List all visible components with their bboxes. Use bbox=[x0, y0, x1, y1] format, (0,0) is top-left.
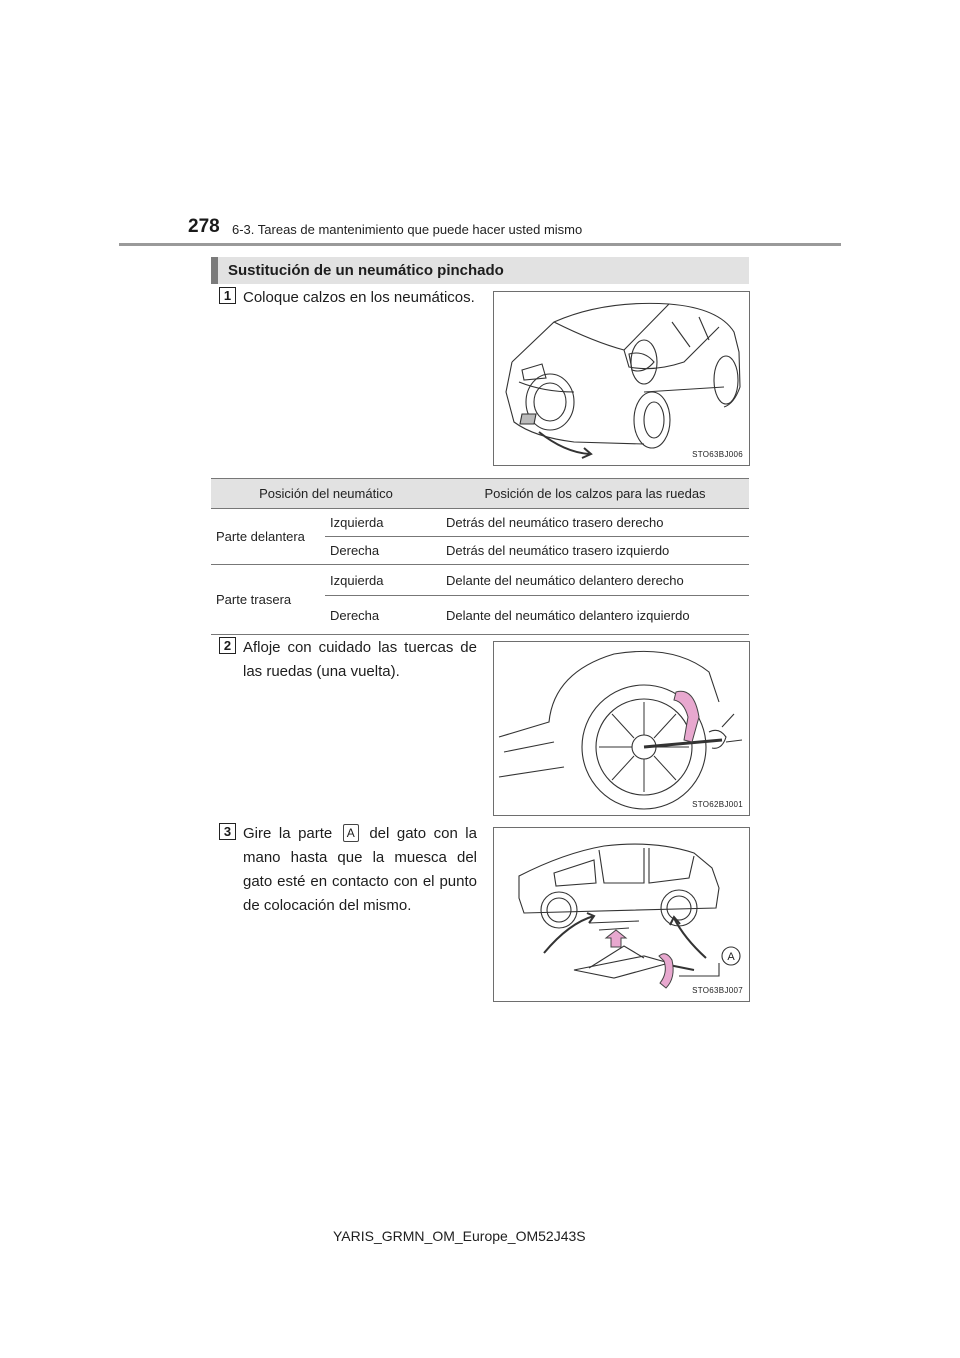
table-position-cell: Detrás del neumático trasero izquierdo bbox=[441, 537, 749, 565]
table-side-cell: Izquierda bbox=[325, 509, 441, 537]
table-header-cell: Posición del neumático bbox=[211, 479, 441, 509]
table-side-cell: Derecha bbox=[325, 537, 441, 565]
jack-illustration bbox=[494, 828, 749, 1001]
figure-wheel-chocks bbox=[493, 291, 750, 466]
figure-loosen-nuts bbox=[493, 641, 750, 816]
chock-position-table bbox=[211, 478, 749, 635]
table-header-cell: Posición de los calzos para las ruedas bbox=[441, 479, 749, 509]
step-3-text bbox=[243, 822, 477, 918]
header-rule bbox=[119, 243, 841, 246]
figure-label-a: A bbox=[727, 951, 735, 963]
section-heading bbox=[211, 257, 749, 284]
step-1-badge: 1 bbox=[219, 287, 236, 304]
table-header-row bbox=[211, 479, 749, 509]
step-2-badge: 2 bbox=[219, 637, 236, 654]
table-position-cell: Delante del neumático delantero derecho bbox=[441, 565, 749, 596]
figure-code: STO63BJ007 bbox=[692, 986, 743, 995]
section-heading-text: Sustitución de un neumático pinchado bbox=[228, 262, 504, 279]
table-row bbox=[211, 565, 749, 596]
figure-code: STO63BJ006 bbox=[692, 450, 743, 459]
label-a-callout: A bbox=[343, 824, 359, 842]
step-3-text-before: Gire la parte bbox=[243, 825, 333, 842]
table-group-cell: Parte delantera bbox=[211, 509, 325, 565]
step-2-text: Afloje con cuidado las tuercas de las ruedas (una vuelta). bbox=[243, 639, 477, 680]
wheel-wrench-illustration bbox=[494, 642, 749, 815]
section-path: 6-3. Tareas de mantenimiento que puede hacer usted mismo bbox=[232, 222, 583, 237]
figure-jack-position bbox=[493, 827, 750, 1002]
figure-code: STO62BJ001 bbox=[692, 800, 743, 809]
page-number: 278 bbox=[188, 216, 220, 237]
step-1-text: Coloque calzos en los neumáticos. bbox=[243, 289, 475, 306]
table-side-cell: Izquierda bbox=[325, 565, 441, 596]
step-3-text-after: del gato con la mano hasta que la muesca del gato esté en contacto con el punto de colocación del mismo. bbox=[243, 825, 477, 914]
table-group-cell: Parte trasera bbox=[211, 565, 325, 635]
car-chock-illustration bbox=[494, 292, 749, 465]
step-3-badge: 3 bbox=[219, 823, 236, 840]
table-row bbox=[211, 509, 749, 537]
table-position-cell: Detrás del neumático trasero derecho bbox=[441, 509, 749, 537]
table-side-cell: Derecha bbox=[325, 596, 441, 635]
table-position-cell: Delante del neumático delantero izquierdo bbox=[441, 596, 749, 635]
footer-doc-id: YARIS_GRMN_OM_Europe_OM52J43S bbox=[333, 1228, 586, 1244]
